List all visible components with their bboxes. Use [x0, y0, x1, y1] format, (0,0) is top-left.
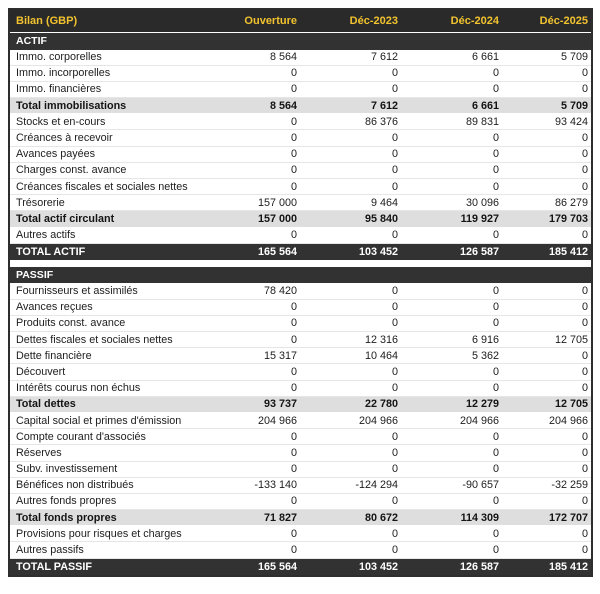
row-label: Charges const. avance: [16, 164, 127, 177]
row-label: Intérêts courus non échus: [16, 382, 141, 395]
row-label: Autres actifs: [16, 229, 76, 242]
cell-value: 0: [581, 463, 588, 476]
cell-value: 12 705: [554, 398, 588, 411]
table-row: [10, 413, 591, 429]
cell-value: 0: [391, 446, 398, 459]
grand-row: [10, 244, 591, 260]
row-label: Immo. corporelles: [16, 51, 102, 64]
cell-value: 0: [290, 115, 297, 128]
cell-value: 0: [581, 132, 588, 145]
cell-value: 0: [391, 463, 398, 476]
section-header-actif: [10, 33, 591, 50]
cell-value: 165 564: [257, 560, 297, 573]
table-row: [10, 526, 591, 542]
cell-value: 0: [581, 430, 588, 443]
cell-value: 204 966: [358, 414, 398, 427]
row-label: Subv. investissement: [16, 463, 118, 476]
table-row: [10, 462, 591, 478]
balance-sheet-table: [8, 8, 593, 577]
cell-value: 80 672: [364, 511, 398, 524]
cell-value: 0: [290, 132, 297, 145]
cell-value: 0: [492, 430, 499, 443]
cell-value: 7 612: [370, 51, 398, 64]
cell-value: 0: [492, 285, 499, 298]
table-row: [10, 82, 591, 98]
cell-value: 93 737: [263, 398, 297, 411]
cell-value: 114 309: [460, 511, 499, 524]
cell-value: 165 564: [257, 245, 297, 258]
cell-value: 0: [290, 83, 297, 96]
cell-value: 0: [290, 430, 297, 443]
table-row: [10, 66, 591, 82]
cell-value: 172 707: [548, 511, 588, 524]
cell-value: 0: [581, 83, 588, 96]
cell-value: 0: [581, 382, 588, 395]
cell-value: 71 827: [263, 511, 297, 524]
cell-value: 0: [391, 229, 398, 242]
cell-value: 0: [391, 382, 398, 395]
row-label: Produits const. avance: [16, 317, 126, 330]
table-row: [10, 114, 591, 130]
cell-value: 0: [492, 495, 499, 508]
column-header-dec-2023: Déc-2023: [349, 15, 398, 27]
cell-value: 204 966: [459, 414, 499, 427]
cell-value: 0: [492, 544, 499, 557]
row-label: Avances reçues: [16, 301, 93, 314]
table-row: [10, 364, 591, 380]
cell-value: 0: [492, 148, 499, 161]
cell-value: 0: [391, 317, 398, 330]
cell-value: 0: [290, 301, 297, 314]
table-row: [10, 429, 591, 445]
table-row: [10, 542, 591, 558]
cell-value: 0: [290, 544, 297, 557]
table-row: [10, 147, 591, 163]
row-label: Total fonds propres: [16, 511, 117, 524]
cell-value: 0: [290, 229, 297, 242]
table-row: [10, 130, 591, 146]
table-row: [10, 195, 591, 211]
row-label: Créances à recevoir: [16, 132, 113, 145]
cell-value: 0: [391, 164, 398, 177]
table-body: [10, 33, 591, 575]
cell-value: 0: [391, 495, 398, 508]
cell-value: 185 412: [548, 245, 588, 258]
cell-value: 0: [581, 180, 588, 193]
cell-value: 0: [581, 544, 588, 557]
row-label: Provisions pour risques et charges: [16, 527, 182, 540]
cell-value: 0: [290, 463, 297, 476]
row-label: Avances payées: [16, 148, 96, 161]
table-row: [10, 316, 591, 332]
cell-value: 6 916: [471, 333, 499, 346]
cell-value: 0: [492, 463, 499, 476]
section-title: ACTIF: [16, 35, 47, 48]
cell-value: 0: [290, 527, 297, 540]
table-row: [10, 50, 591, 66]
cell-value: 0: [290, 148, 297, 161]
cell-value: 5 709: [560, 51, 588, 64]
cell-value: 0: [290, 446, 297, 459]
cell-value: 0: [581, 317, 588, 330]
cell-value: 8 564: [269, 99, 297, 112]
cell-value: 0: [391, 285, 398, 298]
table-row: [10, 348, 591, 364]
row-label: Dette financière: [16, 349, 92, 362]
cell-value: 126 587: [459, 245, 499, 258]
cell-value: 0: [290, 333, 297, 346]
cell-value: 8 564: [269, 51, 297, 64]
cell-value: 15 317: [263, 349, 297, 362]
cell-value: 0: [492, 83, 499, 96]
cell-value: 0: [391, 132, 398, 145]
cell-value: 6 661: [471, 99, 499, 112]
column-header-dec-2025: Déc-2025: [539, 15, 588, 27]
table-header-row: [10, 10, 591, 33]
cell-value: 22 780: [364, 398, 398, 411]
cell-value: 0: [492, 527, 499, 540]
row-label: Total dettes: [16, 398, 76, 411]
cell-value: 0: [492, 229, 499, 242]
row-label: Autres passifs: [16, 544, 84, 557]
table-row: [10, 300, 591, 316]
cell-value: 0: [391, 544, 398, 557]
row-label: Réserves: [16, 446, 62, 459]
section-gap: [10, 260, 591, 267]
row-label: TOTAL ACTIF: [16, 245, 86, 258]
cell-value: 0: [581, 446, 588, 459]
cell-value: 157 000: [257, 212, 297, 225]
cell-value: 89 831: [465, 115, 499, 128]
cell-value: 0: [581, 148, 588, 161]
cell-value: -90 657: [462, 479, 499, 492]
table-title: Bilan (GBP): [16, 15, 78, 27]
cell-value: 0: [391, 83, 398, 96]
cell-value: 0: [492, 382, 499, 395]
cell-value: 119 927: [460, 212, 499, 225]
cell-value: 0: [581, 164, 588, 177]
cell-value: 0: [492, 365, 499, 378]
row-label: Fournisseurs et assimilés: [16, 285, 138, 298]
cell-value: 0: [290, 382, 297, 395]
cell-value: 30 096: [465, 196, 499, 209]
row-label: Total actif circulant: [16, 212, 115, 225]
cell-value: 0: [290, 317, 297, 330]
cell-value: 86 279: [554, 196, 588, 209]
subtotal-row: [10, 397, 591, 413]
cell-value: 0: [581, 365, 588, 378]
cell-value: 12 279: [465, 398, 499, 411]
grand-row: [10, 559, 591, 575]
cell-value: 0: [290, 164, 297, 177]
table-row: [10, 478, 591, 494]
table-row: [10, 283, 591, 299]
table-row: [10, 163, 591, 179]
cell-value: 0: [581, 495, 588, 508]
cell-value: 185 412: [548, 560, 588, 573]
cell-value: 0: [391, 148, 398, 161]
cell-value: 86 376: [364, 115, 398, 128]
row-label: TOTAL PASSIF: [16, 560, 92, 573]
cell-value: 0: [391, 527, 398, 540]
cell-value: 126 587: [459, 560, 499, 573]
row-label: Capital social et primes d'émission: [16, 414, 182, 427]
cell-value: 157 000: [257, 196, 297, 209]
cell-value: 0: [492, 67, 499, 80]
table-row: [10, 179, 591, 195]
cell-value: 0: [581, 527, 588, 540]
cell-value: 95 840: [364, 212, 398, 225]
cell-value: 0: [492, 164, 499, 177]
row-label: Immo. incorporelles: [16, 67, 111, 80]
cell-value: 0: [492, 317, 499, 330]
table-row: [10, 381, 591, 397]
cell-value: 0: [391, 365, 398, 378]
cell-value: 12 316: [364, 333, 398, 346]
cell-value: 0: [581, 285, 588, 298]
column-header-dec-2024: Déc-2024: [450, 15, 499, 27]
cell-value: 6 661: [471, 51, 499, 64]
row-label: Total immobilisations: [16, 99, 127, 112]
cell-value: 12 705: [554, 333, 588, 346]
section-title: PASSIF: [16, 269, 54, 282]
row-label: Créances fiscales et sociales nettes: [16, 180, 188, 193]
row-label: Compte courant d'associés: [16, 430, 146, 443]
column-header-ouverture: Ouverture: [244, 15, 297, 27]
cell-value: -32 259: [551, 479, 588, 492]
cell-value: 0: [492, 301, 499, 314]
row-label: Bénéfices non distribués: [16, 479, 134, 492]
cell-value: 103 452: [358, 560, 398, 573]
cell-value: 204 966: [257, 414, 297, 427]
cell-value: 0: [492, 180, 499, 193]
cell-value: 5 709: [560, 99, 588, 112]
row-label: Immo. financières: [16, 83, 102, 96]
cell-value: 0: [492, 132, 499, 145]
table-row: [10, 332, 591, 348]
cell-value: 0: [581, 229, 588, 242]
section-header-passif: [10, 267, 591, 284]
cell-value: 0: [391, 430, 398, 443]
cell-value: 10 464: [364, 349, 398, 362]
cell-value: 93 424: [554, 115, 588, 128]
table-row: [10, 494, 591, 510]
table-row: [10, 445, 591, 461]
cell-value: 9 464: [370, 196, 398, 209]
cell-value: 0: [290, 365, 297, 378]
table-row: [10, 228, 591, 244]
row-label: Trésorerie: [16, 196, 65, 209]
row-label: Stocks et en-cours: [16, 115, 106, 128]
subtotal-row: [10, 510, 591, 526]
cell-value: -133 140: [254, 479, 297, 492]
cell-value: 0: [290, 180, 297, 193]
subtotal-row: [10, 98, 591, 114]
cell-value: 5 362: [471, 349, 499, 362]
cell-value: 0: [581, 349, 588, 362]
cell-value: 0: [290, 495, 297, 508]
row-label: Autres fonds propres: [16, 495, 117, 508]
cell-value: 0: [391, 301, 398, 314]
cell-value: 103 452: [358, 245, 398, 258]
cell-value: 0: [391, 180, 398, 193]
cell-value: 0: [581, 67, 588, 80]
row-label: Découvert: [16, 365, 66, 378]
cell-value: 0: [492, 446, 499, 459]
cell-value: 0: [391, 67, 398, 80]
cell-value: 179 703: [548, 212, 588, 225]
cell-value: 7 612: [370, 99, 398, 112]
cell-value: 0: [581, 301, 588, 314]
subtotal-row: [10, 211, 591, 227]
cell-value: -124 294: [355, 479, 398, 492]
cell-value: 78 420: [263, 285, 297, 298]
cell-value: 0: [290, 67, 297, 80]
row-label: Dettes fiscales et sociales nettes: [16, 333, 173, 346]
cell-value: 204 966: [548, 414, 588, 427]
